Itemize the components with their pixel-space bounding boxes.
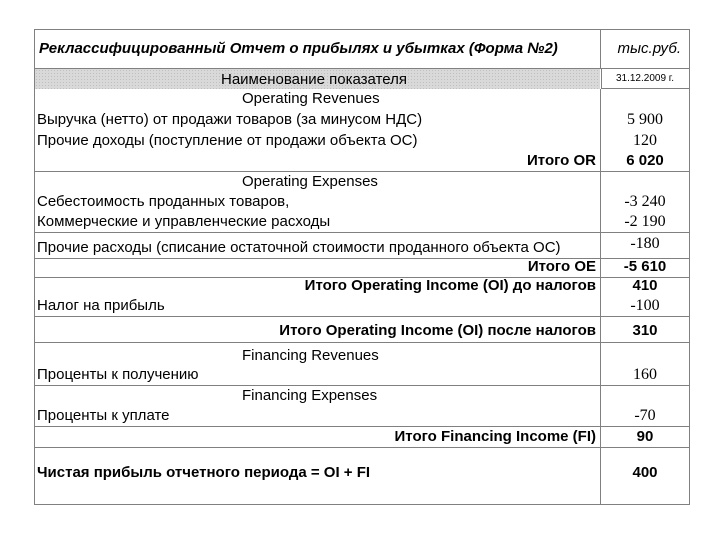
row-value: 120 [633, 132, 657, 149]
row-total-fi [35, 427, 689, 448]
column-header-date [601, 69, 689, 89]
title-divider [600, 30, 601, 68]
row-value: -2 190 [624, 213, 666, 230]
row-value: -70 [634, 407, 656, 424]
row-label: Проценты к получению [37, 366, 199, 383]
row-label: Коммерческие и управленческие расходы [37, 213, 331, 230]
report-table [34, 29, 690, 505]
unit-label: тыс.руб. [617, 40, 681, 57]
section-label: Operating Revenues [242, 90, 380, 107]
row-label: Итого Operating Income (OI) до налогов [304, 277, 596, 294]
row-label: Выручка (нетто) от продажи товаров (за минусом НДС) [37, 111, 423, 128]
row-label: Чистая прибыль отчетного периода = OI + FI [37, 464, 371, 481]
section-financing-expenses [35, 386, 689, 406]
column-header-name-label: Наименование показателя [221, 71, 407, 88]
row-interest-paid [35, 406, 689, 427]
row-value: -3 240 [624, 193, 666, 210]
row-revenue [35, 110, 689, 130]
row-label: Итого Operating Income (OI) после налогов [279, 322, 596, 339]
section-operating-expenses [35, 172, 689, 192]
row-value: 5 900 [627, 111, 663, 128]
row-value: 90 [636, 428, 654, 445]
row-value: 310 [632, 322, 658, 339]
section-label: Operating Expenses [242, 173, 378, 190]
section-financing-revenues [35, 346, 689, 366]
column-header-name [35, 69, 600, 89]
row-value: -100 [630, 297, 660, 314]
column-header-date-label: 31.12.2009 г. [615, 73, 675, 84]
row-label: Прочие расходы (списание остаточной стоимости проданного объекта ОС) [37, 239, 561, 256]
section-label: Financing Expenses [242, 387, 378, 404]
row-label: Прочие доходы (поступление от продажи объекта ОС) [37, 132, 418, 149]
row-label: Себестоимость проданных товаров, [37, 193, 290, 210]
row-oi-before-tax [35, 276, 689, 296]
row-value: -180 [630, 235, 660, 252]
row-other-income [35, 131, 689, 151]
row-oi-after-tax [35, 317, 689, 343]
row-label: Налог на прибыль [37, 297, 165, 314]
row-label: Проценты к уплате [37, 407, 170, 424]
row-value: 400 [632, 464, 658, 481]
row-other-expenses [35, 235, 689, 259]
row-cogs [35, 192, 689, 212]
row-total-or [35, 151, 689, 172]
title-row [35, 30, 689, 69]
report-title: Реклассифицированный Отчет о прибылях и убытках (Форма №2) [39, 40, 558, 57]
row-value: -5 610 [623, 258, 667, 275]
row-value: 410 [632, 277, 658, 294]
row-value: 160 [633, 366, 657, 383]
row-label: Итого OR [527, 152, 596, 169]
row-income-tax [35, 296, 689, 317]
row-total-oe [35, 257, 689, 278]
row-label: Итого Financing Income (FI) [394, 428, 596, 445]
section-label: Financing Revenues [242, 347, 379, 364]
row-sga [35, 212, 689, 233]
section-operating-revenues [35, 89, 689, 109]
row-value: 6 020 [626, 152, 664, 169]
row-interest-received [35, 365, 689, 386]
row-label: Итого OE [527, 258, 596, 275]
row-net-profit [35, 463, 689, 483]
